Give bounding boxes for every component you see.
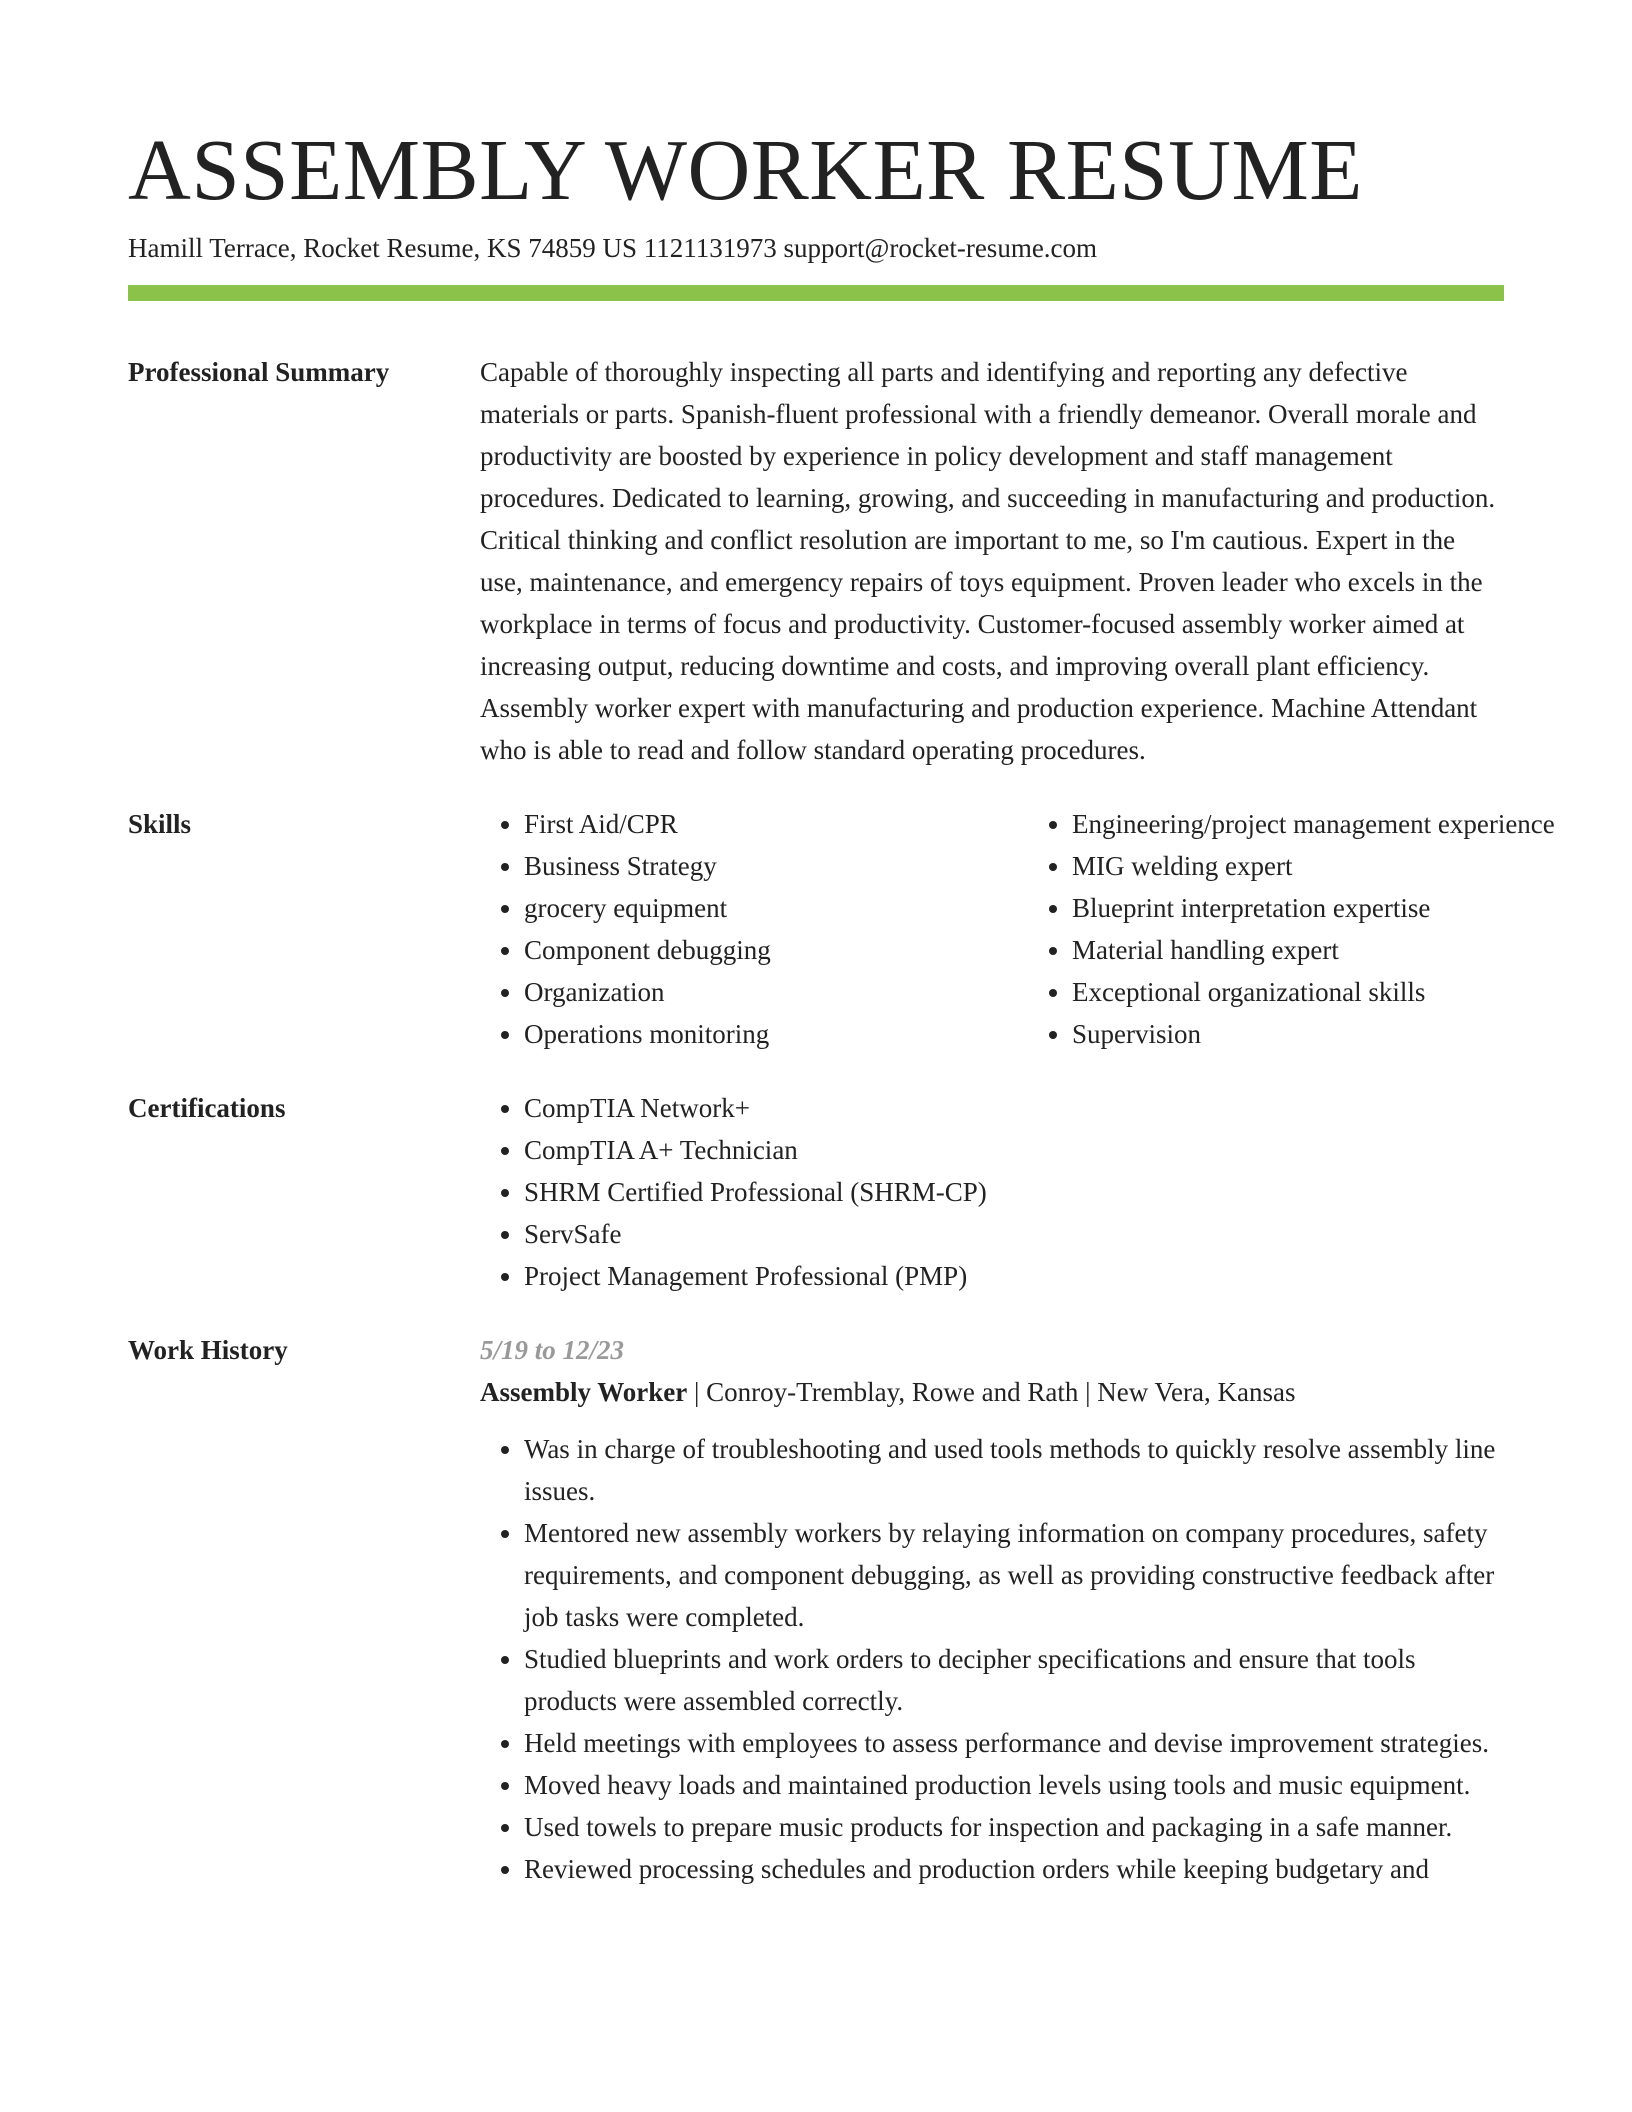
certifications-list (480, 1087, 1504, 1297)
header-divider (128, 285, 1504, 301)
skill-item: • MIG welding expert (1072, 845, 1592, 887)
job-duty-item: • Used towels to prepare music products for inspection and packaging in a safe manner. (524, 1806, 1504, 1848)
skills-list-left (480, 803, 1028, 1055)
summary-text: Capable of thoroughly inspecting all parts and identifying and reporting any defective materials or parts. Spanish-fluent professional with a friendly demeanor. Overall morale and productivity are boosted by experience in policy development and staff management procedures. Dedicated to learning, growing, and succeeding in manufacturing and production. Critical thinking and conflict resolution are important to me, so I'm cautious. Expert in the use, maintenance, and emergency repairs of toys equipment. Proven leader who excels in the workplace in terms of focus and productivity. Customer-focused assembly worker aimed at increasing output, reducing downtime and costs, and improving overall plant efficiency. Assembly worker expert with manufacturing and production experience. Machine Attendant who is able to read and follow standard operating procedures. (480, 357, 1496, 765)
job-title: Assembly Worker (480, 1377, 688, 1407)
section-label-summary: Professional Summary (128, 357, 390, 387)
job-duty-item: • Moved heavy loads and maintained production levels using tools and music equipment. (524, 1764, 1504, 1806)
skill-item: • First Aid/CPR (524, 803, 1028, 845)
professional-summary-section (128, 351, 1504, 771)
job-dates: 5/19 to 12/23 (480, 1335, 625, 1365)
section-label-skills: Skills (128, 809, 192, 839)
job-duty-item: • Was in charge of troubleshooting and used tools methods to quickly resolve assembly line issues. (524, 1428, 1504, 1512)
skills-grid (480, 803, 1592, 1055)
resume-title: ASSEMBLY WORKER RESUME (128, 121, 1363, 218)
job-duty-item: • Held meetings with employees to assess performance and devise improvement strategies. (524, 1722, 1504, 1764)
certification-item: • CompTIA Network+ (524, 1087, 1504, 1129)
certification-item: • SHRM Certified Professional (SHRM-CP) (524, 1171, 1504, 1213)
section-label-work-history: Work History (128, 1335, 288, 1365)
job-employer-location: | Conroy-Tremblay, Rowe and Rath | New Vera, Kansas (687, 1377, 1296, 1407)
skill-item: • Component debugging (524, 929, 1028, 971)
skill-item: • Operations monitoring (524, 1013, 1028, 1055)
skill-item: • Exceptional organizational skills (1072, 971, 1592, 1013)
resume-sections (128, 351, 1555, 1922)
certifications-section (128, 1087, 1504, 1297)
skill-item: • Material handling expert (1072, 929, 1592, 971)
skill-item: • Supervision (1072, 1013, 1592, 1055)
job-duty-item: • Reviewed processing schedules and production orders while keeping budgetary and (524, 1848, 1504, 1890)
job-heading (480, 1371, 1504, 1413)
skill-item: • Business Strategy (524, 845, 1028, 887)
skill-item: • Blueprint interpretation expertise (1072, 887, 1592, 929)
skills-list-right (1028, 803, 1592, 1055)
skill-item: • grocery equipment (524, 887, 1028, 929)
contact-line: Hamill Terrace, Rocket Resume, KS 74859 US 1121131973 support@rocket-resume.com (128, 233, 1098, 263)
section-label-certifications: Certifications (128, 1093, 286, 1123)
certification-item: • Project Management Professional (PMP) (524, 1255, 1504, 1297)
skill-item: • Organization (524, 971, 1028, 1013)
certification-item: • CompTIA A+ Technician (524, 1129, 1504, 1171)
skill-item: • Engineering/project management experience (1072, 803, 1592, 845)
skills-section (128, 803, 1555, 1055)
job-entry (480, 1329, 1504, 1890)
work-history-section (128, 1329, 1504, 1890)
job-duty-item: • Mentored new assembly workers by relaying information on company procedures, safety requirements, and component debugging, as well as providing constructive feedback after job tasks were completed. (524, 1512, 1504, 1638)
job-duties-list (480, 1428, 1504, 1890)
certification-item: • ServSafe (524, 1213, 1504, 1255)
job-duty-item: • Studied blueprints and work orders to decipher specifications and ensure that tools products were assembled correctly. (524, 1638, 1504, 1722)
